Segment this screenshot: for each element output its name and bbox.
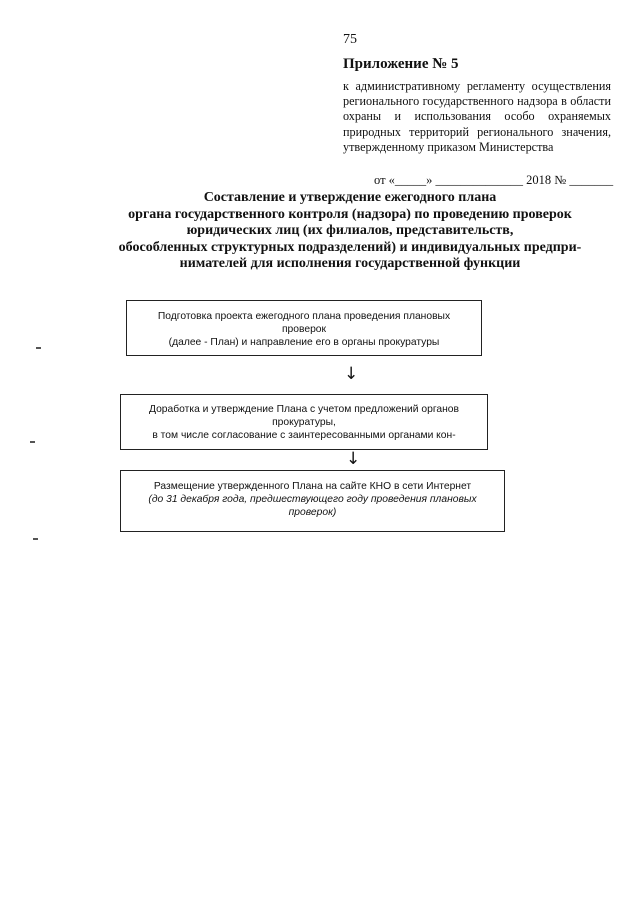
step-3-line: проверок) [288,507,337,518]
down-arrow-icon: ↓ [346,449,361,469]
step-2-line: Доработка и утверждение Плана с учетом предложений органов [148,404,460,415]
step-3-line: (до 31 декабря года, предшествующего году проведения плановых [148,494,477,505]
appendix-text: к административному регламенту осуществления регионального государственного надзора в области охраны и использования особо охраняемых природных территорий регионального значения, утвержденному приказом Министерства [343,79,611,154]
title-line: органа государственного контроля (надзора) по проведению проверок [128,206,572,222]
flow-step-1 [126,300,482,356]
document-title [90,190,610,273]
step-1-line: Подготовка проекта ежегодного плана проведения плановых [157,311,451,322]
title-line: юридических лиц (их филиалов, представительств, [186,223,514,238]
step-2-line: прокуратуры, [272,417,336,428]
step-2-line: в том числе согласование с заинтересованными органами кон- [152,430,456,441]
step-1-line: (далее - План) и направление его в органы прокуратуры [168,337,440,348]
page-number: 75 [343,32,357,47]
flow-step-2 [120,394,488,450]
scan-mark [36,347,41,349]
date-line: от «_____» ______________ 2018 № _______ [374,173,614,187]
step-1-line: проверок [281,324,327,335]
scan-mark [33,538,38,540]
title-line: нимателей для исполнения государственной функции [179,256,521,271]
title-line: Составление и утверждение ежегодного плана [203,190,497,205]
down-arrow-icon: ↓ [344,364,359,384]
step-3-line: Размещение утвержденного Плана на сайте КНО в сети Интернет [153,481,472,492]
appendix-title: Приложение № 5 [343,56,459,72]
flow-step-3 [120,470,505,532]
scan-mark [30,441,35,443]
title-line: обособленных структурных подразделений) и индивидуальных предпри- [118,239,582,255]
